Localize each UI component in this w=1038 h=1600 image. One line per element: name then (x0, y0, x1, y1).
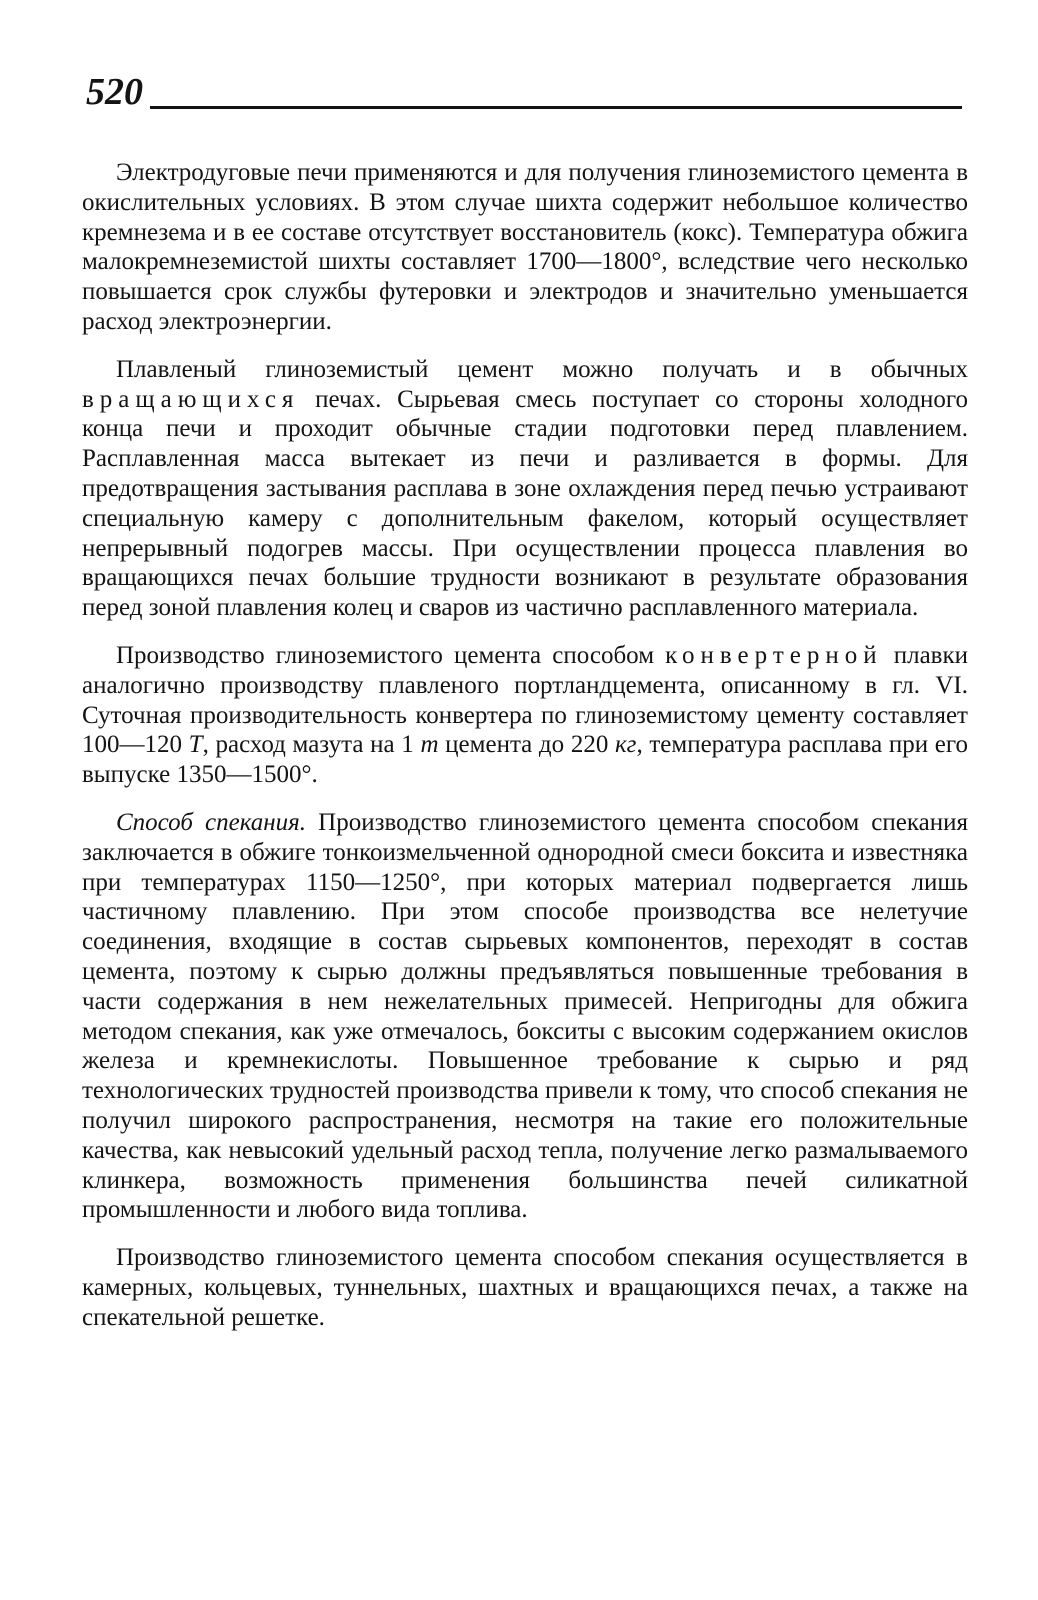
header-rule (150, 106, 962, 109)
page-header (84, 68, 964, 120)
p3-unit-kg: кг (614, 731, 637, 759)
paragraph-sintering-kilns: Производство глиноземистого цемента способом спекания осуществляется в камерных, кольцевых, туннельных, шахтных и вращающихся печах, а также на спекательной решетке. (82, 1244, 968, 1331)
paragraph-sintering-method (82, 808, 968, 1225)
p3-text-mid3: цемента до 220 (438, 731, 615, 759)
p3-text-mid1: плавки аналогично производству плавленого портландцемента, описанному в гл. VI. Суточная производительность конвертера по глиноземистому цементу составляет 100—120 (82, 641, 969, 759)
page-number: 520 (86, 71, 143, 113)
p3-unit-ton: т (420, 731, 439, 759)
p3-emphasis-converter: конвертерной (665, 641, 883, 669)
p2-text-after: печах. Сырьевая смесь поступает со стороны холодного конца печи и проходит обычные стадии подготовки перед плавлением. Расплавленная масса вытекает из печи и разливается в формы. Для предотвращения застывания расплава в зоне охлаждения перед печью устраивают специальную камеру с дополнительным факелом, который осуществляет непрерывный подогрев массы. При осуществлении процесса плавления во вращающихся печах большие трудности возникают в результате образования перед зоной плавления колец и сваров из частично расплавленного материала. (82, 385, 968, 622)
p2-text-before: Плавленый глиноземистый цемент можно получать и в обычных (116, 355, 968, 383)
paragraph-converter-melting (82, 641, 968, 790)
p3-text-before: Производство глиноземистого цемента способом (116, 641, 666, 669)
p4-heading-sintering: Способ спекания. (116, 808, 307, 836)
p4-text: Производство глиноземистого цемента способом спекания заключается в обжиге тонкоизмельченной однородной смеси боксита и известняка при температурах 1150—1250°, при которых материал подвергается лишь частичному плавлению. При этом способе производства все нелетучие соединения, входящие в состав сырьевых компонентов, переходят в состав цемента, поэтому к сырью должны предъявляться повышенные требования в части содержания в нем нежелательных примесей. Непригодны для обжига методом спекания, как уже отмечалось, бокситы с высоким содержанием окислов железа и кремнекислоты. Повышенное требование к сырью и ряд технологических трудностей производства привели к тому, что способ спекания не получил широкого распространения, несмотря на такие его положительные качества, как невысокий удельный расход тепла, получение легко размалываемого клинкера, возможность применения большинства печей силикатной промышленности и любого вида топлива. (82, 808, 968, 1224)
paragraph-electric-arc-furnaces: Электродуговые печи применяются и для получения глиноземистого цемента в окислительных условиях. В этом случае шихта содержит небольшое количество кремнезема и в ее составе отсутствует восстановитель (кокс). Температура обжига малокремнеземистой шихты составляет 1700—1800°, вследствие чего несколько повышается срок службы футеровки и электродов и значительно уменьшается расход электроэнергии. (82, 159, 968, 335)
p3-text-after: , температура расплава при его выпуске 1350—1500°. (82, 731, 968, 789)
p3-unit-tons: Т (188, 731, 203, 759)
page-body (82, 158, 968, 1350)
paragraph-rotary-kilns (82, 355, 968, 623)
p3-text-mid2: , расход мазута на 1 (202, 731, 421, 759)
p2-emphasis-rotary: вращающихся (82, 385, 300, 413)
